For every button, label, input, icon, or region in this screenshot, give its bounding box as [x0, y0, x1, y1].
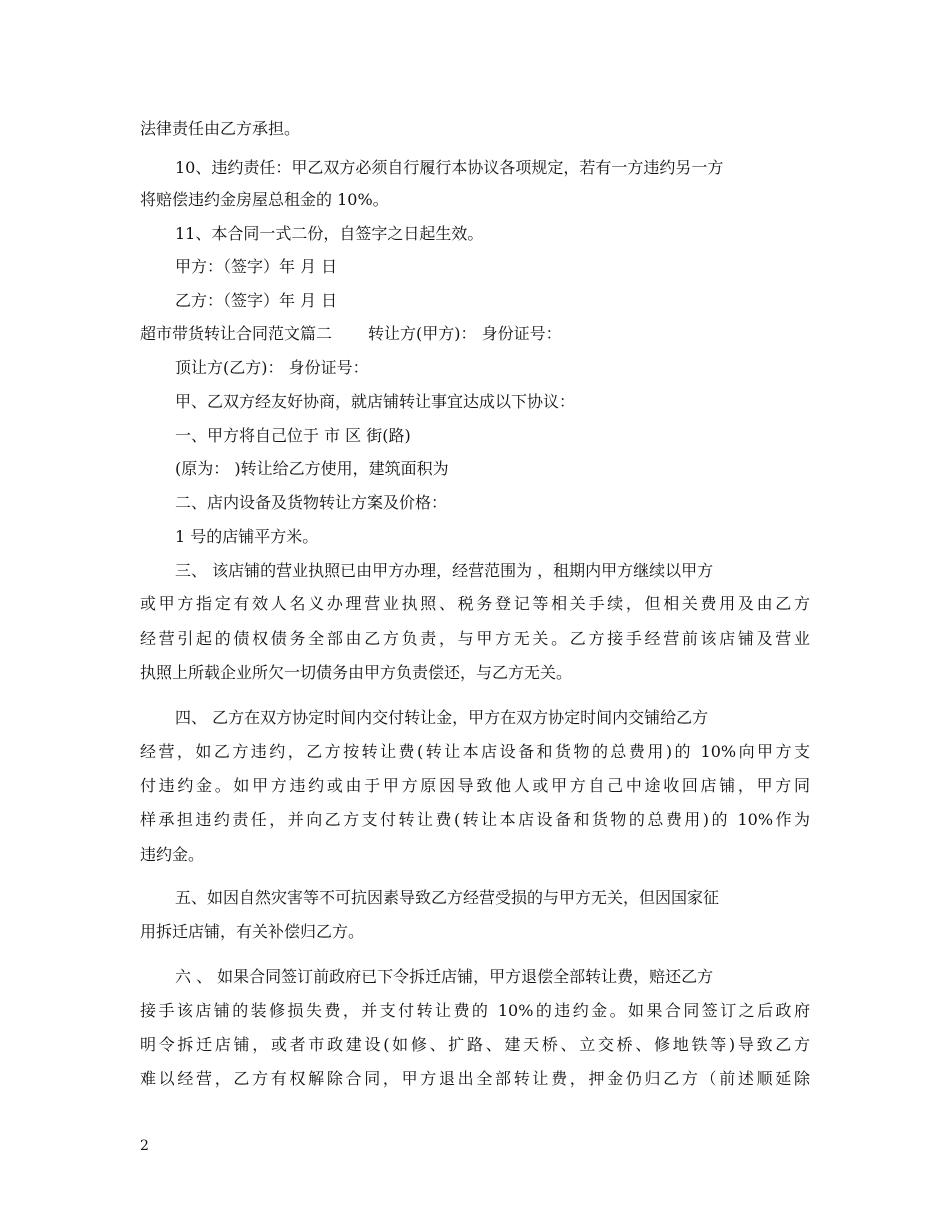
- text-line: 六 、 如果合同签订前政府已下令拆迁店铺，甲方退偿全部转让费，赔还乙方: [175, 967, 714, 986]
- text-line: 三、 该店铺的营业执照已由甲方办理，经营范围为 ，租期内甲方继续以甲方: [175, 561, 714, 580]
- text-line: 用拆迁店铺，有关补偿归乙方。: [140, 922, 365, 941]
- text-line: 甲、乙双方经友好协商，就店铺转让事宜达成以下协议：: [175, 392, 576, 411]
- section-heading-line: [140, 324, 562, 344]
- text-line: 10、违约责任：甲乙双方必须自行履行本协议各项规定，若有一方违约另一方: [175, 158, 724, 177]
- text-line: 法律责任由乙方承担。: [140, 119, 301, 138]
- text-line: 五、如因自然灾害等不可抗因素导致乙方经营受损的与甲方无关，但因国家征: [175, 888, 720, 907]
- text-line: 经营引起的债权债务全部由乙方负责，与甲方无关。乙方接手经营前该店铺及营业: [140, 629, 810, 648]
- text-line: 接手该店铺的装修损失费，并支付转让费的 10%的违约金。如果合同签订之后政府: [140, 1001, 810, 1020]
- text-line: 二、店内设备及货物转让方案及价格：: [175, 493, 448, 512]
- text-line: 甲方：（签字）年 月 日: [175, 257, 338, 276]
- section-title: 超市带货转让合同范文篇二: [140, 324, 333, 343]
- text-line: 或甲方指定有效人名义办理营业执照、税务登记等相关手续，但相关费用及由乙方: [140, 594, 810, 613]
- text-line: (原为： )转让给乙方使用，建筑面积为: [175, 459, 449, 478]
- text-line: 样承担违约责任，并向乙方支付转让费(转让本店设备和货物的总费用)的 10%作为: [140, 810, 810, 829]
- transferor-label: 转让方(甲方)： 身份证号：: [368, 324, 562, 343]
- text-line: 违约金。: [140, 845, 205, 864]
- text-line: 四、 乙方在双方协定时间内交付转让金，甲方在双方协定时间内交铺给乙方: [175, 708, 709, 727]
- text-line: 经营，如乙方违约，乙方按转让费(转让本店设备和货物的总费用)的 10%向甲方支: [140, 742, 810, 761]
- text-line: 将赔偿违约金房屋总租金的 10%。: [140, 190, 389, 209]
- text-line: 顶让方(乙方)： 身份证号：: [175, 358, 369, 377]
- text-line: 一、甲方将自己位于 市 区 街(路): [175, 426, 411, 445]
- page-number: 2: [140, 1138, 149, 1154]
- text-line: 付违约金。如甲方违约或由于甲方原因导致他人或甲方自己中途收回店铺，甲方同: [140, 776, 810, 795]
- text-line: 难以经营，乙方有权解除合同，甲方退出全部转让费，押金仍归乙方（前述顺延除: [140, 1069, 810, 1088]
- text-line: 执照上所载企业所欠一切债务由甲方负责偿还，与乙方无关。: [140, 663, 573, 682]
- text-line: 明令拆迁店铺，或者市政建设(如修、扩路、建天桥、立交桥、修地铁等)导致乙方: [140, 1035, 810, 1054]
- text-line: 11、本合同一式二份，自签字之日起生效。: [175, 224, 484, 243]
- text-line: 1 号的店铺平方米。: [175, 527, 319, 546]
- text-line: 乙方：（签字）年 月 日: [175, 291, 338, 310]
